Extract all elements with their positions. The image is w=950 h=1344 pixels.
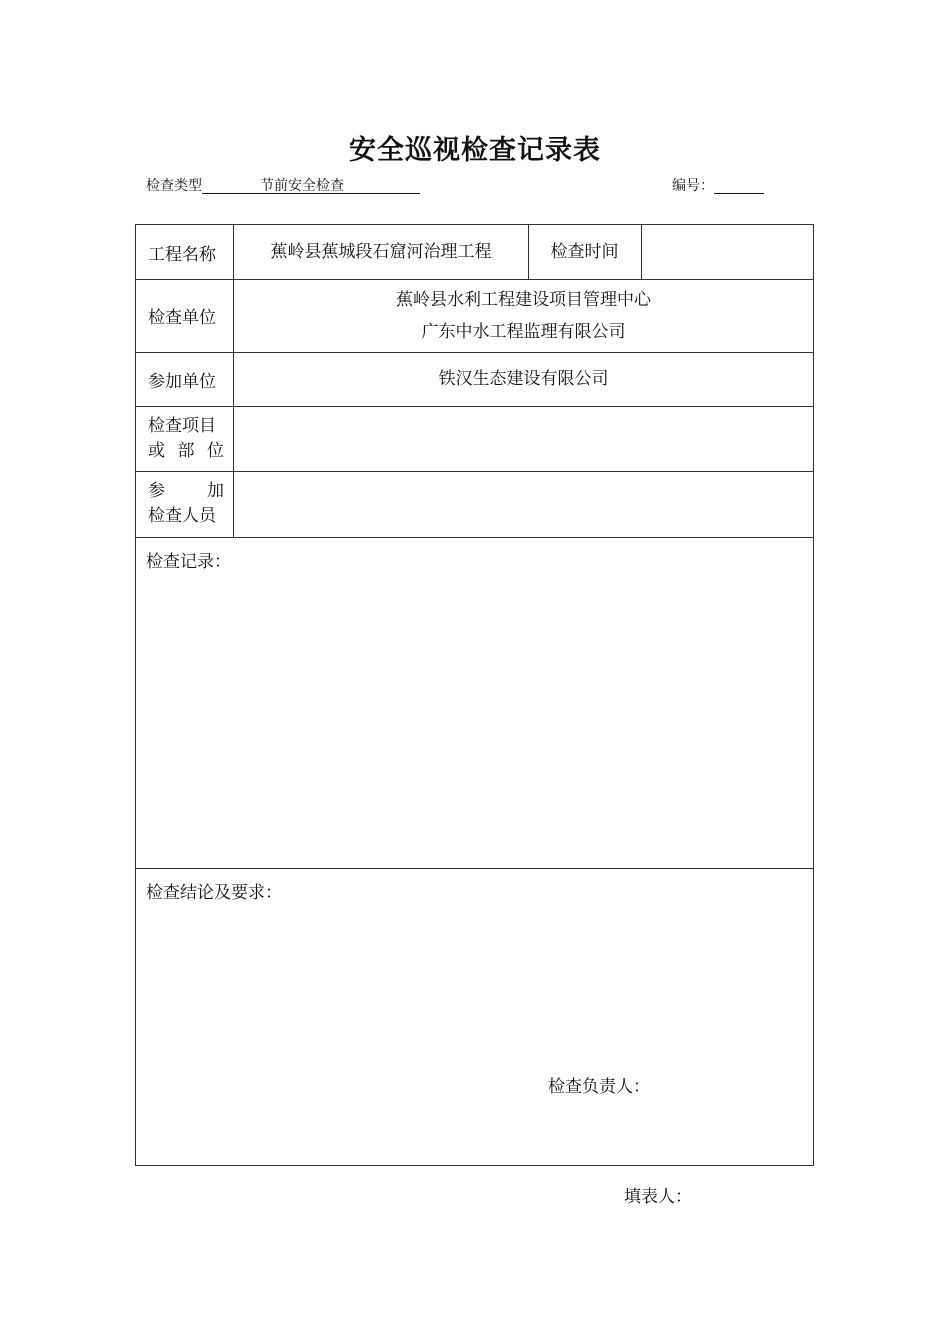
number-label: 编号： bbox=[672, 178, 714, 194]
row-participants bbox=[136, 471, 813, 538]
participating-unit-label: 参加单位 bbox=[136, 352, 234, 406]
number-field[interactable] bbox=[714, 176, 764, 194]
check-type-line bbox=[146, 176, 420, 196]
check-item-value[interactable] bbox=[234, 406, 813, 471]
participants-value[interactable] bbox=[234, 471, 813, 537]
row-conclusion[interactable] bbox=[136, 868, 813, 1165]
number-line bbox=[672, 176, 764, 196]
check-type-underline bbox=[202, 176, 258, 194]
participants-label-line-1 bbox=[148, 479, 224, 504]
inspecting-unit-line-2: 广东中水工程监理有限公司 bbox=[421, 321, 626, 342]
check-record-label: 检查记录： bbox=[146, 552, 231, 572]
row-project bbox=[136, 225, 813, 280]
check-item-label bbox=[136, 406, 234, 471]
inspecting-unit-line-1: 蕉岭县水利工程建设项目管理中心 bbox=[396, 289, 651, 310]
check-type-label: 检查类型 bbox=[146, 178, 202, 194]
participating-unit-value: 铁汉生态建设有限公司 bbox=[438, 369, 609, 389]
check-item-label-char: 部 bbox=[177, 440, 195, 461]
check-time-label: 检查时间 bbox=[528, 225, 642, 279]
check-time-value[interactable] bbox=[641, 225, 813, 279]
row-inspecting-unit bbox=[136, 279, 813, 353]
check-type-value[interactable]: 节前安全检查 bbox=[258, 176, 420, 194]
check-item-label-line-2 bbox=[148, 439, 224, 464]
filler-label: 填表人： bbox=[624, 1187, 692, 1207]
inspecting-unit-label: 检查单位 bbox=[136, 279, 234, 352]
page-title: 安全巡视检查记录表 bbox=[349, 135, 601, 166]
check-item-label-char: 或 bbox=[148, 440, 165, 461]
participants-label bbox=[136, 471, 234, 537]
inspecting-unit-value bbox=[234, 279, 813, 352]
responsible-person-label: 检查负责人： bbox=[548, 1077, 650, 1097]
row-check-record[interactable] bbox=[136, 537, 813, 869]
participants-label-char: 加 bbox=[207, 481, 224, 501]
row-participating-unit bbox=[136, 352, 813, 407]
check-item-label-char: 位 bbox=[207, 440, 224, 461]
participants-label-char: 参 bbox=[148, 481, 165, 501]
project-name-label: 工程名称 bbox=[136, 225, 234, 279]
conclusion-label: 检查结论及要求： bbox=[146, 883, 282, 903]
project-name-value: 蕉岭县蕉城段石窟河治理工程 bbox=[234, 225, 529, 279]
inspection-form-table bbox=[135, 224, 814, 1166]
check-item-label-line-1: 检查项目 bbox=[148, 415, 216, 436]
row-check-item bbox=[136, 406, 813, 472]
participants-label-line-2: 检查人员 bbox=[148, 506, 216, 526]
